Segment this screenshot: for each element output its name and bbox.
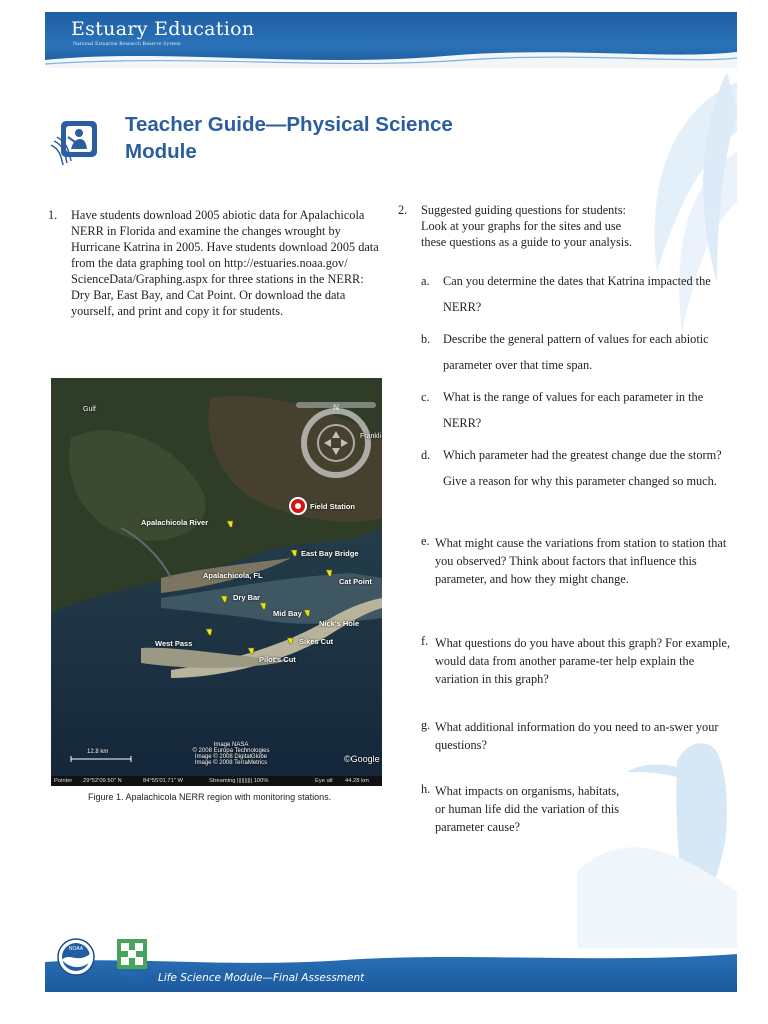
question-label: b. <box>421 332 431 346</box>
status-latitude: 29°52'09.50" N <box>83 778 122 784</box>
map-label-nicks-hole: Nick's Hole <box>319 619 360 628</box>
title-line-2: Module <box>125 140 197 163</box>
question-e <box>421 534 733 588</box>
teacher-guide-icon <box>51 115 101 169</box>
map-label-apalachicola-river: Apalachicola River <box>141 518 209 527</box>
item-text: Have students download 2005 abiotic data for Apalachicola NERR in Florida and examine the changes wrought by Hurricane Katrina in 2005. Have students download 2005 data from the data graphing tool on http://estuaries.noaa.gov/ ScienceData/Graphing.aspx for three stations in the NERR: Dry Bar, East Bay, and Cat Point. Or download the data yourself, and print and copy it for students. <box>71 208 379 318</box>
status-eye-alt-label: Eye alt <box>315 778 333 784</box>
pushpin-icon <box>304 610 310 616</box>
question-label: f. <box>421 634 429 648</box>
map-label-east-bay-bridge: East Bay Bridge <box>301 549 359 558</box>
pushpin-icon <box>206 629 212 635</box>
noaa-logo-icon <box>57 938 95 976</box>
map-label-gulf: Gulf <box>83 406 96 413</box>
question-text: Can you determine the dates that Katrina impacted the NERR? <box>443 274 711 314</box>
figure-caption: Figure 1. Apalachicola NERR region with monitoring stations. <box>88 792 332 802</box>
question-label: d. <box>421 448 431 462</box>
map-scale-label: 12.8 km <box>87 749 109 755</box>
terc-logo-icon <box>115 937 149 979</box>
intro-line: these questions as a guide to your analysis. <box>421 235 633 249</box>
question-a <box>421 268 733 320</box>
terc-logo-text: TERC <box>120 972 144 979</box>
intro-line: Look at your graphs for the sites and use <box>421 219 622 233</box>
header-banner <box>45 12 737 68</box>
map-label-apalachicola-fl: Apalachicola, FL <box>203 571 263 580</box>
footer-text: Life Science Module—Final Assessment <box>158 972 365 984</box>
left-column <box>48 207 383 319</box>
question-text: What additional information do you need to an-swer your questions? <box>435 720 719 752</box>
map-credit-line: Image NASA <box>213 742 249 748</box>
question-text: Describe the general pattern of values for each abiotic parameter over that time span. <box>443 332 709 372</box>
pushpin-icon <box>221 596 227 602</box>
pushpin-icon <box>260 603 266 609</box>
question-label: g. <box>421 718 431 732</box>
status-longitude: 84°55'01.71" W <box>143 778 183 784</box>
question-text: What might cause the variations from station to station that you observed? Think about factors that influence this parameter, and how they might change. <box>435 536 727 586</box>
list-item <box>48 207 383 319</box>
pushpin-icon <box>326 570 332 576</box>
question-c <box>421 384 733 436</box>
station-pins-icon <box>51 378 382 786</box>
question-label: c. <box>421 390 430 404</box>
item-number: 2. <box>398 203 408 217</box>
question-g <box>421 718 733 754</box>
pushpin-icon <box>291 550 297 556</box>
right-column <box>398 202 733 834</box>
status-eye-alt-value: 44.28 km <box>345 778 369 784</box>
pushpin-icon <box>287 638 293 644</box>
map-label-franklin: Frankli <box>360 433 382 440</box>
question-label: h. <box>421 782 431 796</box>
map-label-sikes-cut: Sikes Cut <box>299 637 334 646</box>
google-logo: ©Google <box>344 754 380 764</box>
map-credit-line: Image © 2008 TerraMetrics <box>194 760 268 766</box>
status-pointer: Pointer <box>54 778 73 784</box>
brand-subtitle: National Estuarine Research Reserve System <box>73 41 181 47</box>
brand-title: Estuary Education <box>71 18 255 40</box>
map-credit-line: Image © 2008 DigitalGlobe <box>194 754 268 760</box>
question-h <box>421 782 631 836</box>
satellite-map <box>51 378 382 786</box>
status-streaming: Streaming |||||||||| 100% <box>209 778 269 784</box>
question-d <box>421 442 733 494</box>
question-text: What impacts on organisms, habitats, or human life did the variation of this parameter cause? <box>435 784 620 834</box>
question-f <box>421 634 733 688</box>
map-label-pilots-cut: Pilot's Cut <box>259 655 296 664</box>
question-label: e. <box>421 534 430 548</box>
map-label-dry-bar: Dry Bar <box>233 593 261 602</box>
page-title <box>125 111 545 165</box>
pushpin-icon <box>248 648 254 654</box>
map-credits <box>181 742 281 766</box>
question-text: What is the range of values for each parameter in the NERR? <box>443 390 704 430</box>
question-text: What questions do you have about this graph? For example, would data from another parame-ter help explain the variation in this graph? <box>435 636 731 686</box>
noaa-logo-text: NOAA <box>68 946 84 952</box>
map-label-cat-point: Cat Point <box>339 577 372 586</box>
map-label-mid-bay: Mid Bay <box>273 609 302 618</box>
map-status-bar <box>51 776 382 786</box>
document-page <box>45 12 737 992</box>
question-text: Which parameter had the greatest change due the storm? Give a reason for why this parameter changed so much. <box>443 448 722 488</box>
header-wave-icon <box>45 46 737 68</box>
pushpin-icon <box>227 521 233 527</box>
question-b <box>421 326 733 378</box>
list-item <box>398 202 733 250</box>
map-label-field-station: Field Station <box>310 502 355 511</box>
title-line-1: Teacher Guide—Physical Science <box>125 113 453 136</box>
item-number: 1. <box>48 208 58 222</box>
question-label: a. <box>421 274 430 288</box>
map-label-west-pass: West Pass <box>155 639 193 648</box>
map-credit-line: © 2008 Europa Technologies <box>192 748 270 754</box>
intro-line: Suggested guiding questions for students: <box>421 203 626 217</box>
